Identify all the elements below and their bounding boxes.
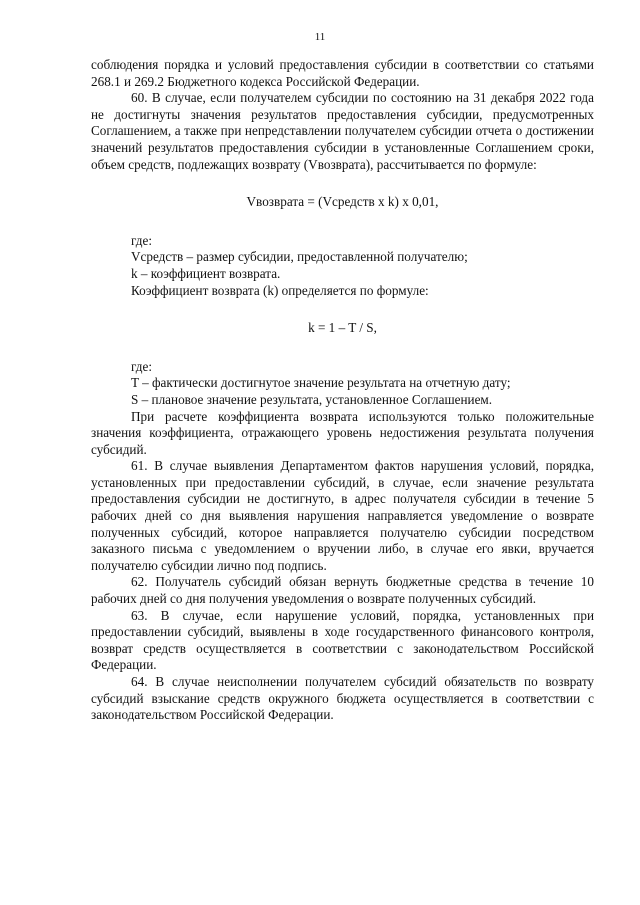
definition-k: k – коэффициент возврата. — [131, 265, 281, 281]
paragraph-64: 64. В случае неисполнении получателем субсидий обязательств по возврату субсидий взыскание средств окружного бюджета осуществляется в соответствии с законодательством Российской Федерации. — [91, 674, 594, 723]
where-label-2: где: — [131, 358, 152, 374]
paragraph-62: 62. Получатель субсидий обязан вернуть бюджетные средства в течение 10 рабочих дней со дня получения уведомления о возврате полученных субсидий. — [91, 574, 594, 607]
paragraph-calculation-note: При расчете коэффициента возврата используются только положительные значения коэффициента, отражающего уровень недостижения результата получения субсидий. — [91, 408, 594, 457]
paragraph-continuation: соблюдения порядка и условий предоставления субсидии в соответствии со статьями 268.1 и 269.2 Бюджетного кодекса Российской Федерации. — [91, 57, 594, 89]
page-number: 11 — [314, 31, 326, 43]
coefficient-intro: Коэффициент возврата (k) определяется по формуле: — [131, 282, 429, 298]
paragraph-63: 63. В случае, если нарушение условий, порядка, установленных при предоставлении субсидий, выявлены в ходе государственного финансового контроля, возврат средств осуществляется в соответствии с законодательством Российской Федерации. — [91, 607, 594, 673]
definition-s: S – плановое значение результата, установленное Соглашением. — [131, 391, 493, 407]
where-label: где: — [131, 232, 152, 248]
formula-coefficient: k = 1 – T / S, — [308, 320, 377, 336]
paragraph-61: 61. В случае выявления Департаментом фактов нарушения условий, порядка, установленных при предоставлении субсидий, в случае, если значение результата предоставления субсидии не достигнуто, в адрес получателя субсидии в течение 5 рабочих дней со дня выявления нарушения направляется уведомление о возврате полученных субсидий, которое направляется получателю субсидии посредством заказного письма с уведомлением о вручении либо, в случае его явки, вручается получателю субсидии лично под подпись. — [91, 458, 594, 573]
formula-refund-amount: Vвозврата = (Vсредств x k) x 0,01, — [246, 194, 439, 210]
definition-t: T – фактически достигнутое значение результата на отчетную дату; — [131, 375, 511, 391]
document-body — [91, 57, 594, 724]
paragraph-60: 60. В случае, если получателем субсидии по состоянию на 31 декабря 2022 года не достигнуты значения результатов предоставления субсидии, предусмотренных Соглашением, а также при непредставлении получателем субсидии отчета о достижении значений результатов предоставления субсидии в установленные Соглашением сроки, объем средств, подлежащих возврату (Vвозврата), рассчитывается по формуле: — [91, 90, 594, 172]
definition-v: Vсредств – размер субсидии, предоставленной получателю; — [131, 249, 468, 265]
